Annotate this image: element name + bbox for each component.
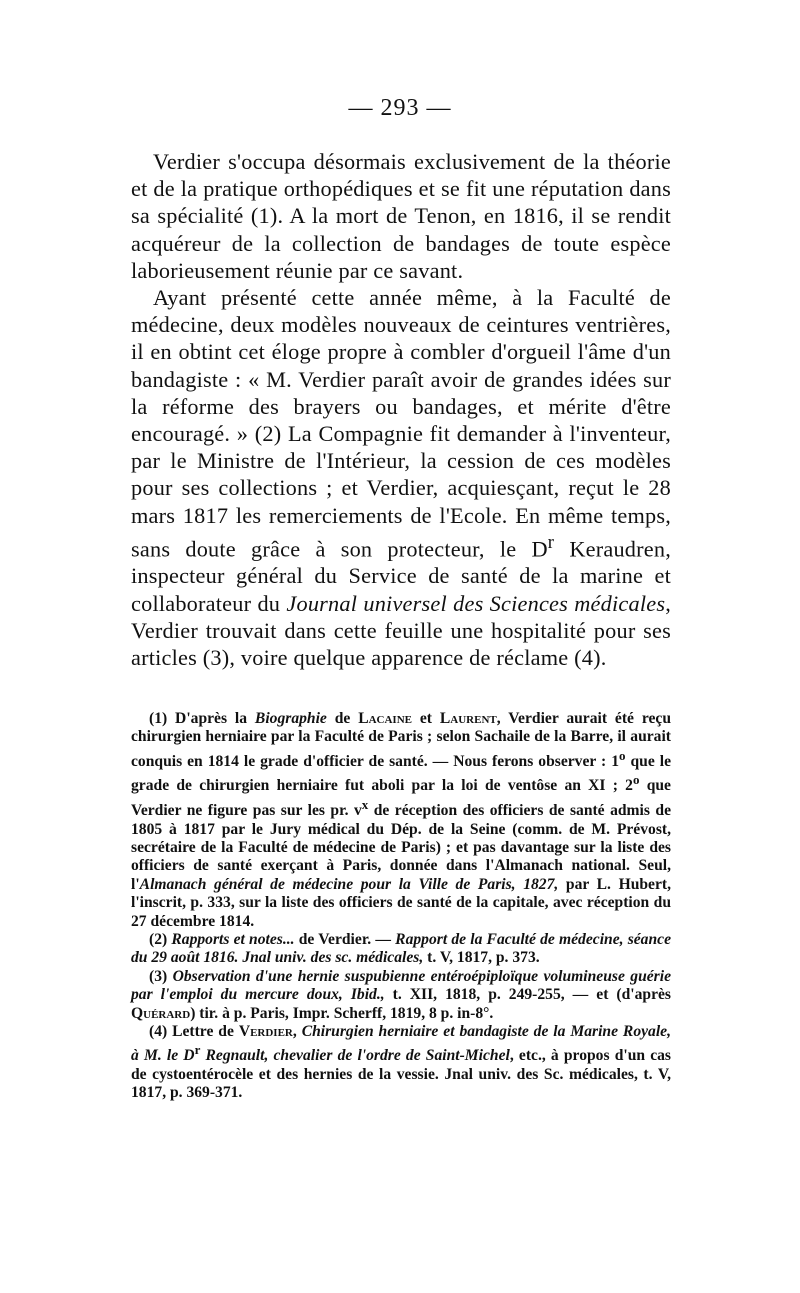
footnote-4-text: (4) Lettre de [149,1023,239,1041]
footnote-2 [131,931,671,968]
footnote-3 [131,968,671,1023]
journal-title: Journal universel des Sciences médicales [286,590,666,616]
paragraph-1: Verdier s'occupa désormais exclusivement de la théorie et de la pratique orthopédiques et se fit une réputation dans sa spécialité (1). A la mort de Tenon, en 1816, il se rendit acquéreur de la collection de bandages de toute espèce laborieusement réunie par ce savant. [131,149,671,283]
footnote-2-text: (2) [149,931,172,949]
footnote-1-text: de réception des officiers de santé admis de 1805 à 1817 par le Jury médical du Dép. de la Seine (comm. de M. Prévost, secrétaire de la Faculté de médecine de Paris) ; et pas davantage sur la liste des officiers de santé exerçant à Paris, donnée dans l'Almanach national. Seul, l' [131,802,671,893]
footnote-2-rapport-faculte: Rapport de la Faculté de médecine, séance du 29 août 1816. Jnal univ. des sc. médicales, [131,931,671,967]
paragraph-2 [131,284,671,671]
footnote-4-text: , [292,1023,302,1041]
footnote-1-text: par L. Hubert, l'inscrit, p. 333, sur la liste des officiers de santé de la capitale, avec réception du 27 décembre 1814. [131,875,671,930]
footnote-1-text: de [326,710,359,727]
superscript: r [194,1042,201,1058]
superscript-r: r [547,531,555,553]
author-laurent: Laurent [439,710,497,727]
footnote-3-observation: Observation d'une hernie suspubienne entéroépiploïque volumineuse guérie par l'emploi du mercure doux, Ibid., [131,967,671,1004]
footnote-1-text: que le grade de chirurgien herniaire fut aboli par la loi de ventôse an XI ; 2 [131,753,671,795]
footnote-2-text: de Verdier. — [294,931,396,949]
superscript: x [361,797,369,812]
paragraph-2-part-b: Keraudren, inspecteur général du Service de santé de la marine et collaborateur du [131,536,672,616]
footnote-4 [131,1023,671,1103]
superscript: o [632,772,640,788]
footnote-3-text: t. XII, 1818, p. 249-255, — et (d'après [384,986,671,1004]
footnote-1-text: que Verdier ne figure pas sur les pr. v [131,777,671,820]
footnote-1-text: (1) D'après la [149,710,255,727]
author-querard: Quérard [131,1004,191,1022]
footnote-1-almanach: Almanach général de médecine pour la Ville de Paris, 1827, [139,875,559,893]
footnote-4-letter-title: Regnault, chevalier de l'ordre de Saint-Michel [200,1047,510,1065]
main-text [131,148,671,671]
footnote-4-text: , etc., à propos d'un cas de cystoentérocèle et des hernies de la vessie. Jnal univ. des Sc. médicales, t. V, 1817, p. 369-371. [131,1047,671,1102]
footnote-1-text: et [412,710,440,727]
footnote-2-text: t. V, 1817, p. 373. [423,949,540,967]
paragraph-2-part-c: , Verdier trouvait dans cette feuille une hospitalité pour ses articles (3), voire quelque apparence de réclame (4). [131,590,671,671]
paragraph-2-part-a: Ayant présenté cette année même, à la Faculté de médecine, deux modèles nouveaux de ceintures ventrières, il en obtint cet éloge propre à combler d'orgueil l'âme d'un bandagiste : « M. Verdier paraît avoir de grandes idées sur la réforme des brayers ou bandages, et mérite d'être encouragé. » (2) La Compagnie fit demander à l'inventeur, par le Ministre de l'Intérieur, la cession de ces modèles pour ses collections ; et Verdier, acquiesçant, reçut le 28 mars 1817 les remerciements de l'Ecole. En même temps, sans doute grâce à son protecteur, le D [131,285,671,562]
footnote-3-text: ) tir. à p. Paris, Impr. Scherff, 1819, 8 p. in-8°. [190,1004,494,1022]
superscript: o [619,747,626,763]
author-verdier: Verdier [238,1023,293,1041]
footnotes [131,710,671,1103]
footnote-2-rapports: Rapports et notes... [171,931,295,949]
footnote-3-text: (3) [149,967,173,985]
footnote-1-biographie: Biographie [254,710,327,727]
author-lacaine: Lacaine [358,710,412,727]
footnote-4-letter-title: Chirurgien herniaire et bandagiste de la Marine Royale, à M. le D [131,1023,672,1065]
footnote-1 [131,710,671,931]
page-number: — 293 — [348,95,452,121]
footnote-1-text: , Verdier aurait été reçu chirurgien herniaire par la Faculté de Paris ; selon Sachaile de la Barre, il aurait conquis en 1814 le grade d'officier de santé. — Nous ferons observer : 1 [131,710,671,770]
